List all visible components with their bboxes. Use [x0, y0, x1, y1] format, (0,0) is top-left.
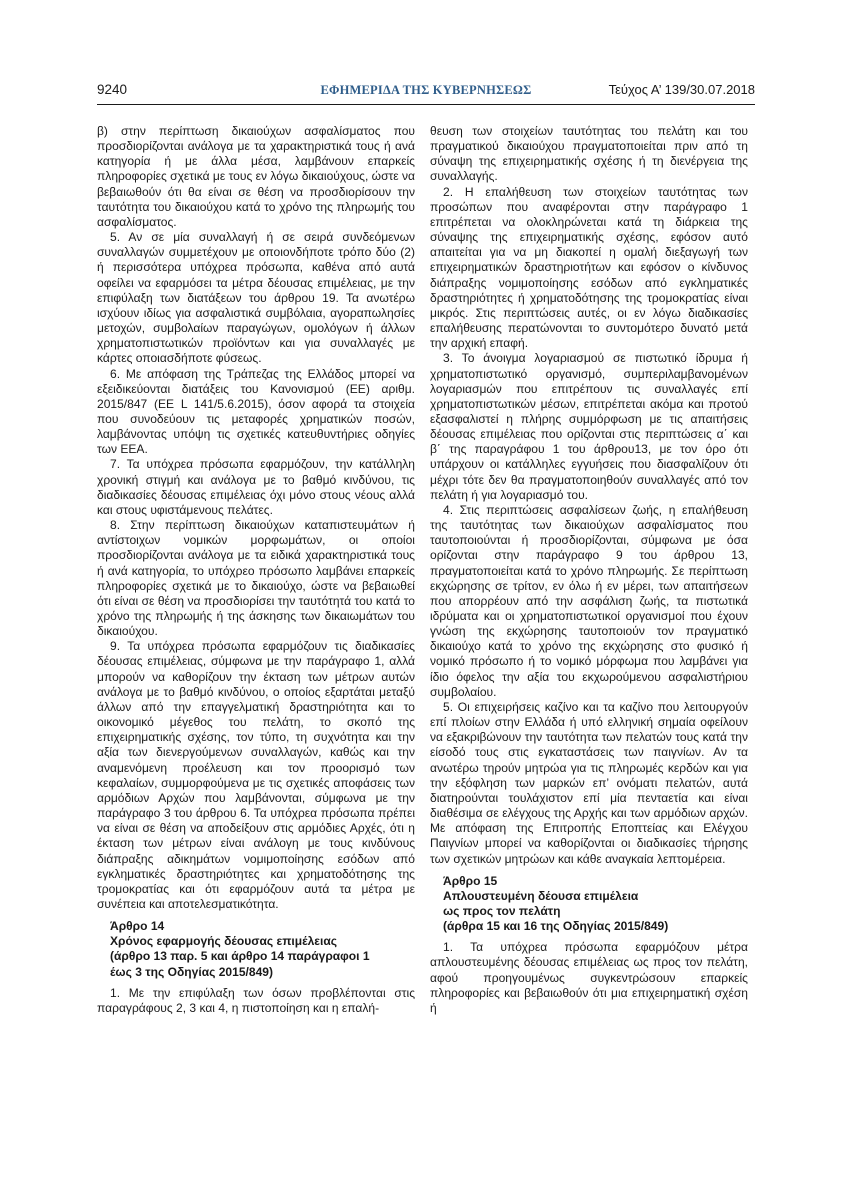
issue-reference: Τεύχος Α’ 139/30.07.2018 — [608, 82, 755, 97]
paragraph: 1. Τα υπόχρεα πρόσωπα εφαρμόζουν μέτρα απλουστευμένης δέουσας επιμέλειας ως προς τον πελάτη, αφού προηγουμένως συγκεντρώσουν επαρκείς πληροφορίες και βεβαιωθούν ότι μια επιχειρηματική σχέση ή — [430, 940, 748, 1015]
paragraph: 3. Το άνοιγμα λογαριασμού σε πιστωτικό ίδρυμα ή χρηματοπιστωτικό οργανισμό, συμπεριλαμβανομένων λογαριασμών που επιτρέπουν τις συναλλαγές επί χρηματοπιστωτικών μέσων, επιτρέπεται ακόμα και προτού εξασφαλιστεί η πλήρης συμμόρφωση με τις απαιτήσεις δέουσας επιμέλειας που ορίζονται στις περιπτώσεις α΄ και β΄ της παραγράφου 1 του άρθρου13, με τον όρο ότι υπάρχουν οι κατάλληλες εγγυήσεις που διασφαλίζουν ότι μέχρι τότε δεν θα πραγματοποιηθούν συναλλαγές από τον πελάτη ή για λογαριασμό του. — [430, 351, 748, 502]
article-title: (άρθρα 15 και 16 της Οδηγίας 2015/849) — [443, 919, 669, 934]
article-title: Απλουστευμένη δέουσα επιμέλεια — [443, 888, 639, 903]
article-title: ως προς τον πελάτη — [443, 903, 561, 918]
right-column — [430, 124, 748, 1016]
gazette-title: ΕΦΗΜΕΡΙΔΑ ΤΗΣ ΚΥΒΕΡΝΗΣΕΩΣ — [320, 83, 532, 97]
article-15-heading — [430, 874, 748, 935]
paragraph: 7. Τα υπόχρεα πρόσωπα εφαρμόζουν, την κατάλληλη χρονική στιγμή και ανάλογα με το βαθμό κινδύνου, τις διαδικασίες δέουσας επιμέλειας όχι μόνο στους νέους αλλά και στους υφιστάμενους πελάτες. — [97, 457, 415, 517]
paragraph: 1. Με την επιφύλαξη των όσων προβλέπονται στις παραγράφους 2, 3 και 4, η πιστοποίηση και η επαλή- — [97, 985, 415, 1015]
paragraph: θευση των στοιχείων ταυτότητας του πελάτη και του πραγματικού δικαιούχου πραγματοποιείται πριν από τη σύναψη της επιχειρηματικής σχέσης ή τη διενέργεια της συναλλαγής. — [430, 124, 748, 184]
article-title: (άρθρο 13 παρ. 5 και άρθρο 14 παράγραφοι 1 — [110, 949, 370, 964]
paragraph: 5. Αν σε μία συναλλαγή ή σε σειρά συνδεόμενων συναλλαγών συμμετέχουν με οποιονδήποτε τρόπο δύο (2) ή περισσότερα υπόχρεα πρόσωπα, καθένα από αυτά οφείλει να εφαρμόσει τα μέτρα δέουσας επιμέλειας, με την επιφύλαξη των διατάξεων του άρθρου 19. Τα ανωτέρω ισχύουν ιδίως για ασφαλιστικά συμβόλαια, αγοραπωλησίες μετοχών, συμβολαίων παραγώγων, ομολόγων ή άλλων χρηματοπιστωτικών προϊόντων και για συναλλαγές με κάρτες οποιασδήποτε φύσεως. — [97, 230, 415, 366]
paragraph: 4. Στις περιπτώσεις ασφαλίσεων ζωής, η επαλήθευση της ταυτότητας των δικαιούχων ασφαλίσματος που ταυτοποιούνται ή προσδιορίζονται, σύμφωνα με όσα ορίζονται στην παράγραφο 9 του άρθρου 13, πραγματοποιείται κατά το χρόνο πληρωμής. Σε περίπτωση εκχώρησης σε τρίτον, εν όλω ή εν μέρει, των απαιτήσεων που απορρέουν από την ασφάλιση ζωής, τα πιστωτικά ιδρύματα και οι χρηματοπιστωτικοί οργανισμοί που έχουν γνώση της εκχώρησης ταυτοποιούν τον πραγματικό δικαιούχο κατά το χρόνο της εκχώρησης στο φυσικό ή νομικό πρόσωπο ή το νομικό μόρφωμα που λαμβάνει για ίδιο όφελος την αξία του εκχωρούμενου ασφαλιστήριου συμβολαίου. — [430, 502, 748, 699]
paragraph: 6. Με απόφαση της Τράπεζας της Ελλάδος μπορεί να εξειδικεύονται διατάξεις του Κανονισμού (ΕΕ) αριθμ. 2015/847 (ΕΕ L 141/5.6.2015), όσον αφορά τα στοιχεία που συνοδεύουν τις μεταφορές χρηματικών ποσών, λαμβάνοντας υπόψη τις σχετικές κατευθυντήριες οδηγίες των ΕΕΑ. — [97, 366, 415, 457]
paragraph: 8. Στην περίπτωση δικαιούχων καταπιστευμάτων ή αντίστοιχων νομικών μορφωμάτων, οι οποίοι προσδιορίζονται ανάλογα με τα ειδικά χαρακτηριστικά τους ή ανά κατηγορία, το υπόχρεο πρόσωπο λαμβάνει επαρκείς πληροφορίες σχετικά με το δικαιούχο, ώστε να βεβαιωθεί ότι είναι σε θέση να προσδιορίσει την ταυτότητά του κατά το χρόνο της πληρωμής ή της άσκησης των δικαιωμάτων του δικαιούχου. — [97, 518, 415, 639]
article-title: έως 3 της Οδηγίας 2015/849) — [110, 964, 273, 979]
article-number: Άρθρο 14 — [110, 919, 165, 934]
left-column — [97, 124, 415, 1016]
article-number: Άρθρο 15 — [443, 873, 498, 888]
article-title: Χρόνος εφαρμογής δέουσας επιμέλειας — [110, 934, 338, 949]
paragraph: 2. Η επαλήθευση των στοιχείων ταυτότητας των προσώπων που αναφέρονται στην παράγραφο 1 επιτρέπεται να ολοκληρώνεται κατά τη διάρκεια της σύναψης της επιχειρηματικής σχέσης, εφόσον αυτό απαιτείται για να μη διακοπεί η ομαλή διεξαγωγή των επιχειρηματικών δραστηριοτήτων και εφόσον ο κίνδυνος διάπραξης νομιμοποίησης εσόδων από εγκληματικές δραστηριότητες ή χρηματοδότησης της τρομοκρατίας είναι μικρός. Στις περιπτώσεις αυτές, οι εν λόγω διαδικασίες επαλήθευσης περατώνονται το συντομότερο δυνατό μετά την αρχική επαφή. — [430, 184, 748, 351]
page-header — [97, 82, 755, 104]
paragraph: 5. Οι επιχειρήσεις καζίνο και τα καζίνο που λειτουργούν επί πλοίων στην Ελλάδα ή υπό ελληνική σημαία οφείλουν να εξακριβώνουν την ταυτότητα των πελατών τους κατά την είσοδό τους στις εγκαταστάσεις των παιγνίων. Αν τα ανωτέρω τηρούν μητρώα για τις πληρωμές κερδών και για την εξόφληση των μαρκών επ’ ονόματι πελατών, αυτά διατηρούνται τουλάχιστον επί μία πενταετία και είναι διαθέσιμα σε ελέγχους της Αρχής και των αρμόδιων αρχών. Με απόφαση της Επιτροπής Εποπτείας και Ελέγχου Παιγνίων μπορεί να καθορίζονται οι διαδικασίες τήρησης των σχετικών μητρώων και κάθε αναγκαία λεπτομέρεια. — [430, 699, 748, 866]
page-number: 9240 — [97, 82, 128, 97]
article-14-heading — [97, 919, 415, 980]
paragraph: β) στην περίπτωση δικαιούχων ασφαλίσματος που προσδιορίζονται ανάλογα με τα χαρακτηριστικά τους ή ανά κατηγορία ή με άλλα μέσα, λαμβάνουν επαρκείς πληροφορίες σχετικά με τους εν λόγω δικαιούχους, ώστε να βεβαιωθούν ότι θα είναι σε θέση να προσδιορίσουν την ταυτότητα του δικαιούχου κατά το χρόνο της πληρωμής του ασφαλίσματος. — [97, 124, 415, 229]
header-rule — [97, 104, 755, 105]
paragraph: 9. Τα υπόχρεα πρόσωπα εφαρμόζουν τις διαδικασίες δέουσας επιμέλειας, σύμφωνα με την παράγραφο 1, αλλά μπορούν να καθορίζουν την έκταση των μέτρων αυτών ανάλογα με το βαθμό κινδύνου, ο οποίος εξαρτάται μεταξύ άλλων από την επαγγελματική δραστηριότητα και το οικονομικό μέγεθος του πελάτη, το σκοπό της επιχειρηματικής σχέσης, τον τύπο, τη συχνότητα και την αξία των διενεργούμενων συναλλαγών, καθώς και την αναμενόμενη προέλευση και τον προορισμό των κεφαλαίων, συμμορφούμενα με τις σχετικές αποφάσεις των αρμόδιων Αρχών που λαμβάνονται, σύμφωνα με την παράγραφο 3 του άρθρου 6. Τα υπόχρεα πρόσωπα πρέπει να είναι σε θέση να αποδείξουν στις αρμόδιες Αρχές, ότι η έκταση των μέτρων είναι ανάλογη με τους κινδύνους διάπραξης αδικημάτων νομιμοποίησης εσόδων από εγκληματικές δραστηριότητες και χρηματοδότησης της τρομοκρατίας και ότι εφαρμόζουν αυτά τα μέτρα με συνέπεια και αποτελεσματικότητα. — [97, 639, 415, 911]
